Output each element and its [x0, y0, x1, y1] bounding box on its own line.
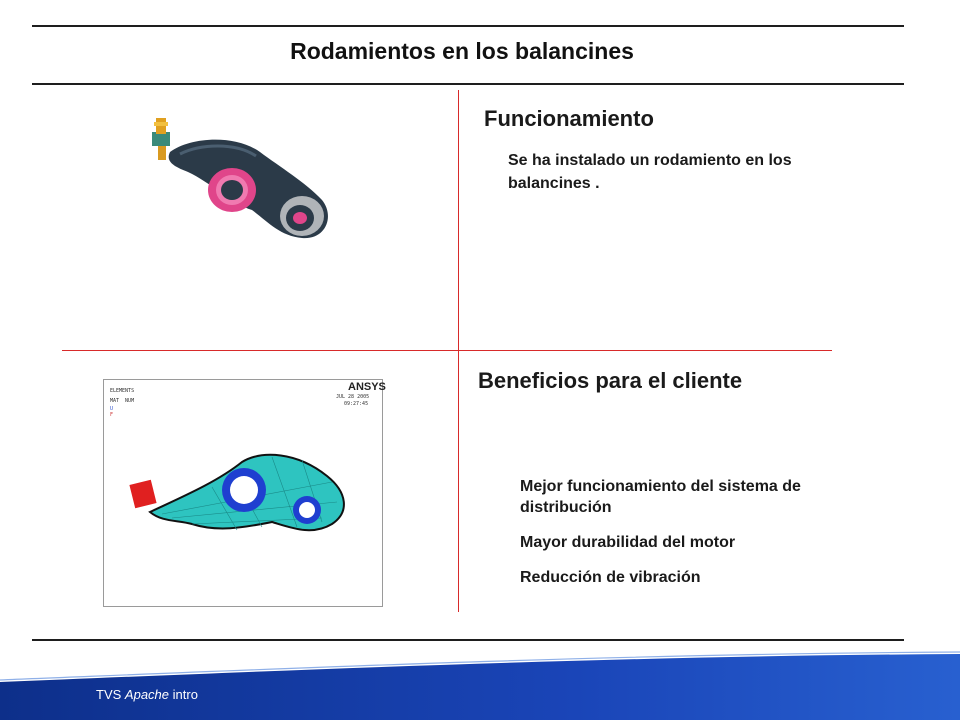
horizontal-divider — [62, 350, 832, 351]
fem-date: JUL 28 2005 — [336, 394, 370, 400]
fem-label-mat: MAT NUM — [110, 398, 135, 404]
bottom-rule — [32, 639, 904, 641]
benefit-item: Mejor funcionamiento del sistema de distribución — [520, 478, 801, 516]
footer-product: Apache — [124, 687, 170, 702]
benefit-item: Reducción de vibración — [520, 569, 701, 586]
footer-brand: TVS — [96, 687, 122, 702]
slide-title: Rodamientos en los balancines — [290, 38, 634, 64]
benefit-item: Mayor durabilidad del motor — [520, 534, 736, 551]
fem-label-u: U — [110, 406, 114, 412]
rocker-arm-image — [140, 112, 340, 252]
function-heading: Funcionamiento — [484, 106, 654, 131]
fem-analysis-image — [103, 379, 386, 607]
fem-label-f: F — [110, 412, 114, 418]
benefits-list — [520, 476, 820, 602]
top-rule — [32, 25, 904, 27]
fem-time: 09:27:45 — [344, 401, 369, 407]
footer-swoosh — [0, 650, 960, 720]
footer-suffix: intro — [172, 687, 198, 702]
footer-label — [96, 687, 198, 702]
function-description: Se ha instalado un rodamiento en los balancines . — [508, 152, 792, 192]
title-underline-rule — [32, 83, 904, 85]
vertical-divider — [458, 90, 459, 612]
benefits-heading: Beneficios para el cliente — [478, 368, 743, 393]
ansys-logo: ANSYS — [348, 381, 386, 393]
fem-label-elements: ELEMENTS — [110, 388, 135, 394]
fem-mesh-drawing — [122, 442, 352, 542]
